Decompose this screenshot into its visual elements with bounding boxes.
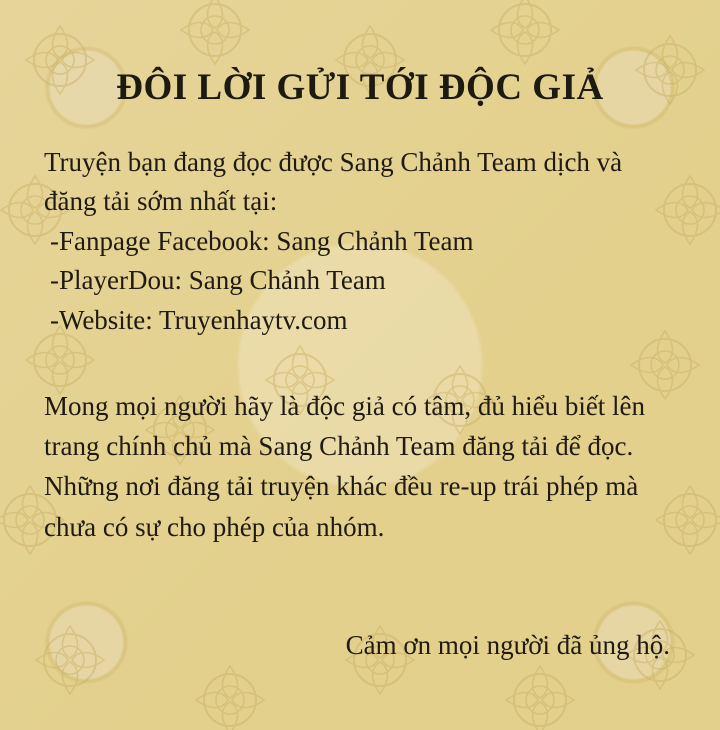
page-title: ĐÔI LỜI GỬI TỚI ĐỘC GIẢ bbox=[116, 67, 604, 108]
channel-list bbox=[44, 222, 676, 340]
list-item: -Fanpage Facebook: Sang Chảnh Team bbox=[50, 225, 474, 256]
spacer bbox=[44, 340, 676, 386]
intro-paragraph: Truyện bạn đang đọc được Sang Chảnh Team dịch và đăng tải sớm nhất tại: bbox=[44, 147, 623, 217]
closing-paragraph: Cảm ơn mọi người đã ủng hộ. bbox=[345, 630, 670, 660]
list-item: -Website: Truyenhaytv.com bbox=[50, 304, 348, 335]
list-item: -PlayerDou: Sang Chảnh Team bbox=[50, 265, 386, 296]
body-paragraph: Mong mọi người hãy là độc giả có tâm, đủ hiểu biết lên trang chính chủ mà Sang Chảnh Team đăng tải để đọc. Những nơi đăng tải truyện khác đều re-up trái phép mà chưa có sự cho phép của nhóm. bbox=[44, 391, 646, 542]
